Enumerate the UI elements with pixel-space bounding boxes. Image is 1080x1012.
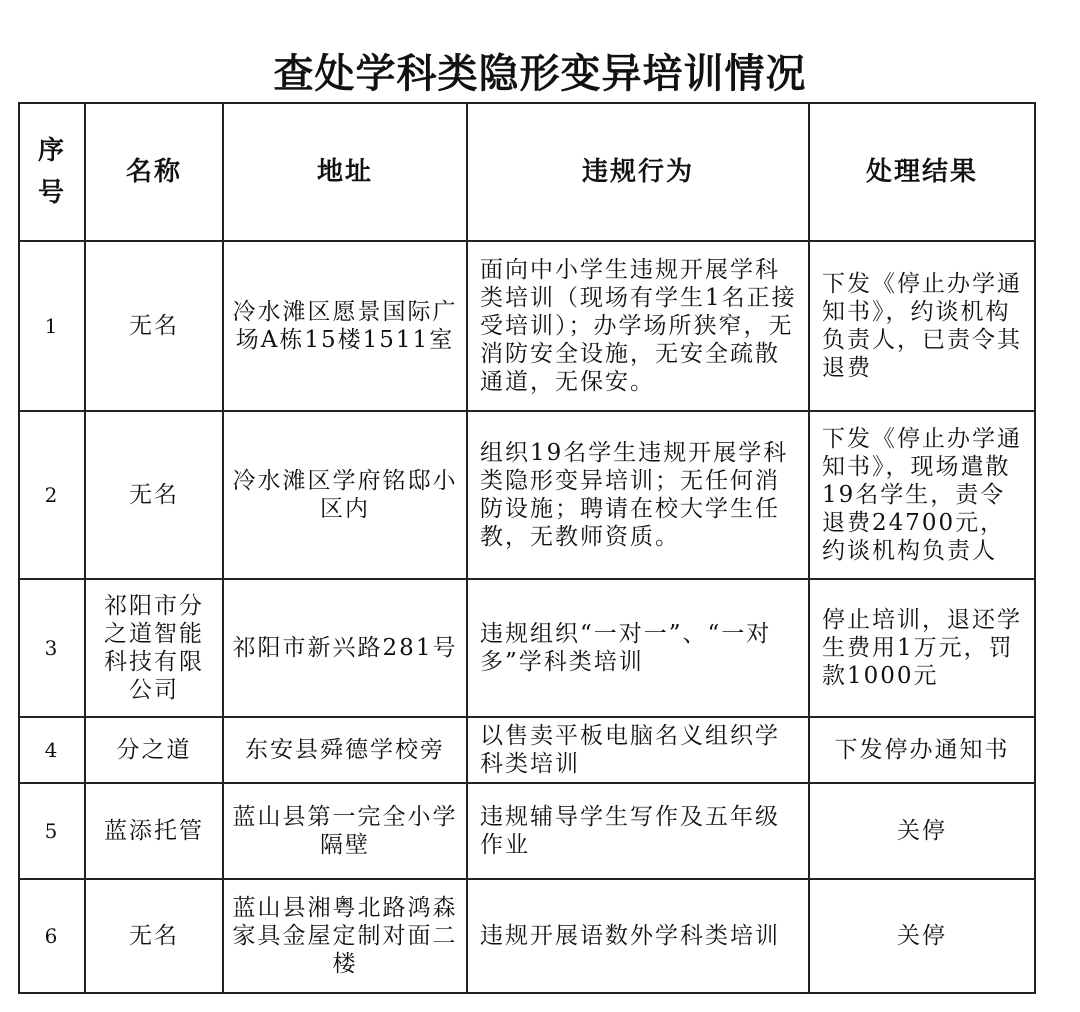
cell-address: 蓝山县第一完全小学隔壁 bbox=[223, 783, 467, 879]
cell-violation: 违规开展语数外学科类培训 bbox=[467, 879, 809, 993]
cell-violation: 面向中小学生违规开展学科类培训（现场有学生1名正接受培训）；办学场所狭窄，无消防安全设施，无安全疏散通道，无保安。 bbox=[467, 241, 809, 411]
cell-index: 2 bbox=[19, 411, 85, 579]
header-result: 处理结果 bbox=[809, 103, 1035, 241]
cell-address: 东安县舜德学校旁 bbox=[223, 717, 467, 783]
header-index-label: 序 号 bbox=[37, 136, 66, 208]
cell-result: 关停 bbox=[809, 879, 1035, 993]
cell-index: 3 bbox=[19, 579, 85, 717]
header-index bbox=[19, 103, 85, 241]
cell-violation: 组织19名学生违规开展学科类隐形变异培训；无任何消防设施；聘请在校大学生任教，无教师资质。 bbox=[467, 411, 809, 579]
document-title: 查处学科类隐形变异培训情况 bbox=[273, 51, 807, 97]
cell-name: 无名 bbox=[85, 879, 223, 993]
cell-index: 1 bbox=[19, 241, 85, 411]
cell-address: 祁阳市新兴路281号 bbox=[223, 579, 467, 717]
cell-violation: 违规辅导学生写作及五年级作业 bbox=[467, 783, 809, 879]
header-address: 地址 bbox=[223, 103, 467, 241]
cell-result: 停止培训，退还学生费用1万元，罚款1000元 bbox=[809, 579, 1035, 717]
table-row bbox=[19, 783, 1035, 879]
cell-name: 蓝添托管 bbox=[85, 783, 223, 879]
cell-address: 冷水滩区愿景国际广场A栋15楼1511室 bbox=[223, 241, 467, 411]
table-row bbox=[19, 579, 1035, 717]
table-row bbox=[19, 717, 1035, 783]
cell-index: 5 bbox=[19, 783, 85, 879]
header-violation: 违规行为 bbox=[467, 103, 809, 241]
table-header-row bbox=[19, 103, 1035, 241]
table-row bbox=[19, 411, 1035, 579]
violations-table bbox=[18, 102, 1036, 994]
cell-name: 分之道 bbox=[85, 717, 223, 783]
cell-result: 下发停办通知书 bbox=[809, 717, 1035, 783]
cell-address: 蓝山县湘粤北路鸿森家具金屋定制对面二楼 bbox=[223, 879, 467, 993]
cell-index: 4 bbox=[19, 717, 85, 783]
cell-violation: 以售卖平板电脑名义组织学科类培训 bbox=[467, 717, 809, 783]
table-row bbox=[19, 879, 1035, 993]
header-name: 名称 bbox=[85, 103, 223, 241]
cell-name: 无名 bbox=[85, 241, 223, 411]
cell-result: 下发《停止办学通知书》，现场遣散19名学生，责令退费24700元，约谈机构负责人 bbox=[809, 411, 1035, 579]
table-row bbox=[19, 241, 1035, 411]
cell-address: 冷水滩区学府铭邸小区内 bbox=[223, 411, 467, 579]
cell-index: 6 bbox=[19, 879, 85, 993]
cell-name: 无名 bbox=[85, 411, 223, 579]
cell-result: 关停 bbox=[809, 783, 1035, 879]
cell-name: 祁阳市分之道智能科技有限公司 bbox=[85, 579, 223, 717]
cell-violation: 违规组织“一对一”、“一对多”学科类培训 bbox=[467, 579, 809, 717]
cell-result: 下发《停止办学通知书》，约谈机构负责人，已责令其退费 bbox=[809, 241, 1035, 411]
